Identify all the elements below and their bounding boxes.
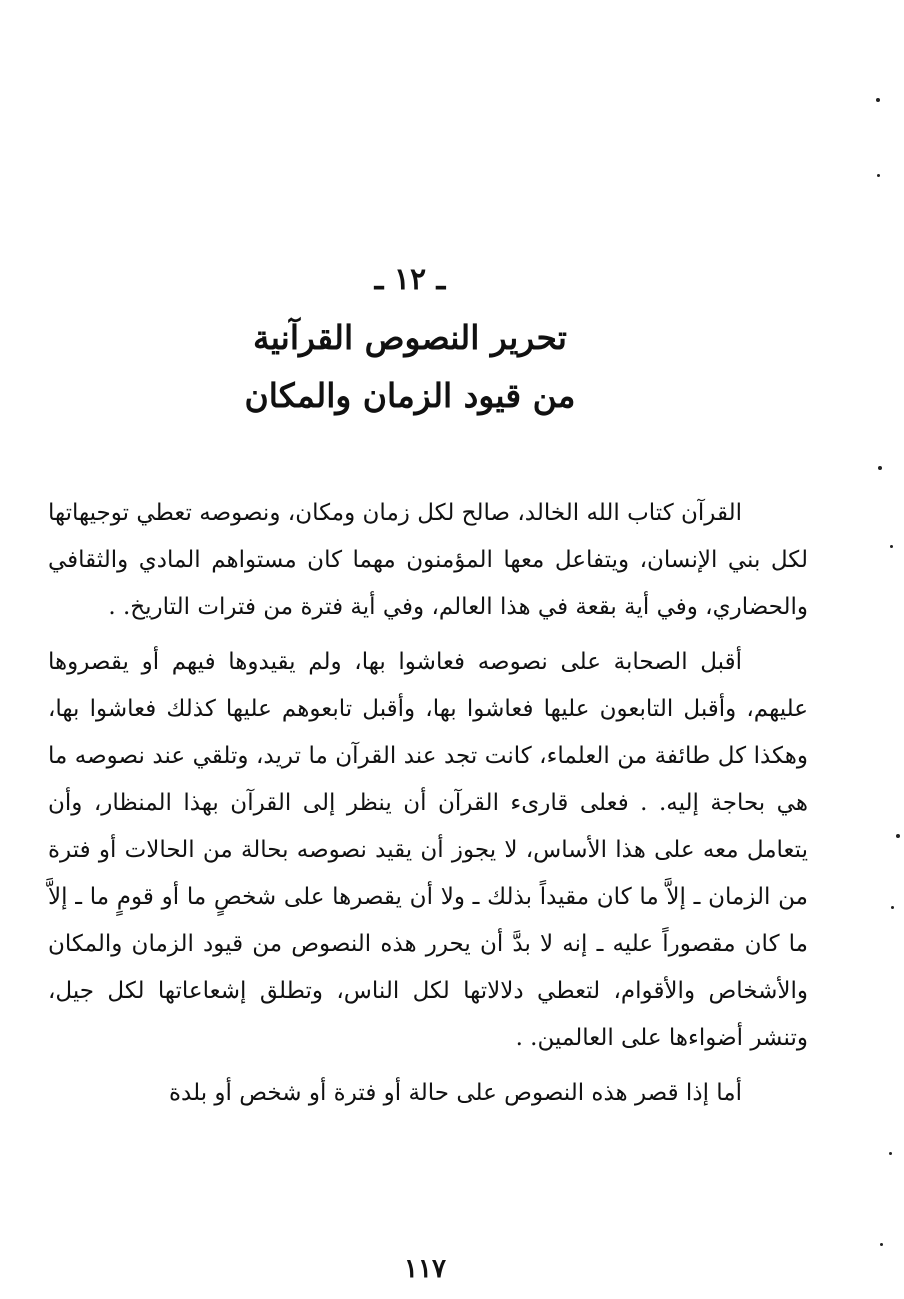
body-text <box>48 490 808 1125</box>
paragraph-3: أما إذا قصر هذه النصوص على حالة أو فترة أو شخص أو بلدة <box>168 1080 742 1106</box>
paragraph-2: أقبل الصحابة على نصوصه فعاشوا بها، ولم يقيدوها فيهم أو يقصروها عليهم، وأقبل التابعون عليها فعاشوا بها، وأقبل تابعوهم عليها كذلك فعاشوا بها، وهكذا كل طائفة من العلماء، كانت تجد عند القرآن ما تريد، وتلقي عند نصوصه ما هي بحاجة إليه. . فعلى قارىء القرآن أن ينظر إلى القرآن بهذا المنظار، وأن يتعامل معه على هذا الأساس، لا يجوز أن يقيد نصوصه بحالة من الحالات أو فترة من الزمان ـ إلاَّ ما كان مقيداً بذلك ـ ولا أن يقصرها على شخصٍ ما أو قومٍ ما ـ إلاَّ ما كان مقصوراً عليه ـ إنه لا بدَّ أن يحرر هذه النصوص من قيود الزمان والمكان والأشخاص والأقوام، لتعطي دلالاتها لكل الناس، وتطلق إشعاعاتها لكل جيل، وتنشر أضواءها على العالمين. . <box>48 649 808 1051</box>
scan-speck <box>890 545 893 548</box>
chapter-title-line-1: تحرير النصوص القرآنية <box>253 318 567 357</box>
page-number: ١١٧ <box>404 1254 446 1284</box>
scan-speck <box>880 1243 883 1246</box>
scan-speck <box>896 834 900 838</box>
chapter-title-line-2: من قيود الزمان والمكان <box>244 376 576 415</box>
scan-speck <box>876 98 880 102</box>
paragraph-1: القرآن كتاب الله الخالد، صالح لكل زمان ومكان، ونصوصه تعطي توجيهاتها لكل بني الإنسان، ويتفاعل معها المؤمنون مهما كان مستواهم المادي والثقافي والحضاري، وفي أية بقعة في هذا العالم، وفي أية فترة من فترات التاريخ. . <box>48 500 808 620</box>
scan-speck <box>878 466 882 470</box>
chapter-number: ـ ١٢ ـ <box>374 262 446 297</box>
scan-speck <box>891 906 894 909</box>
scan-speck <box>889 1152 892 1155</box>
scan-speck <box>877 174 880 177</box>
